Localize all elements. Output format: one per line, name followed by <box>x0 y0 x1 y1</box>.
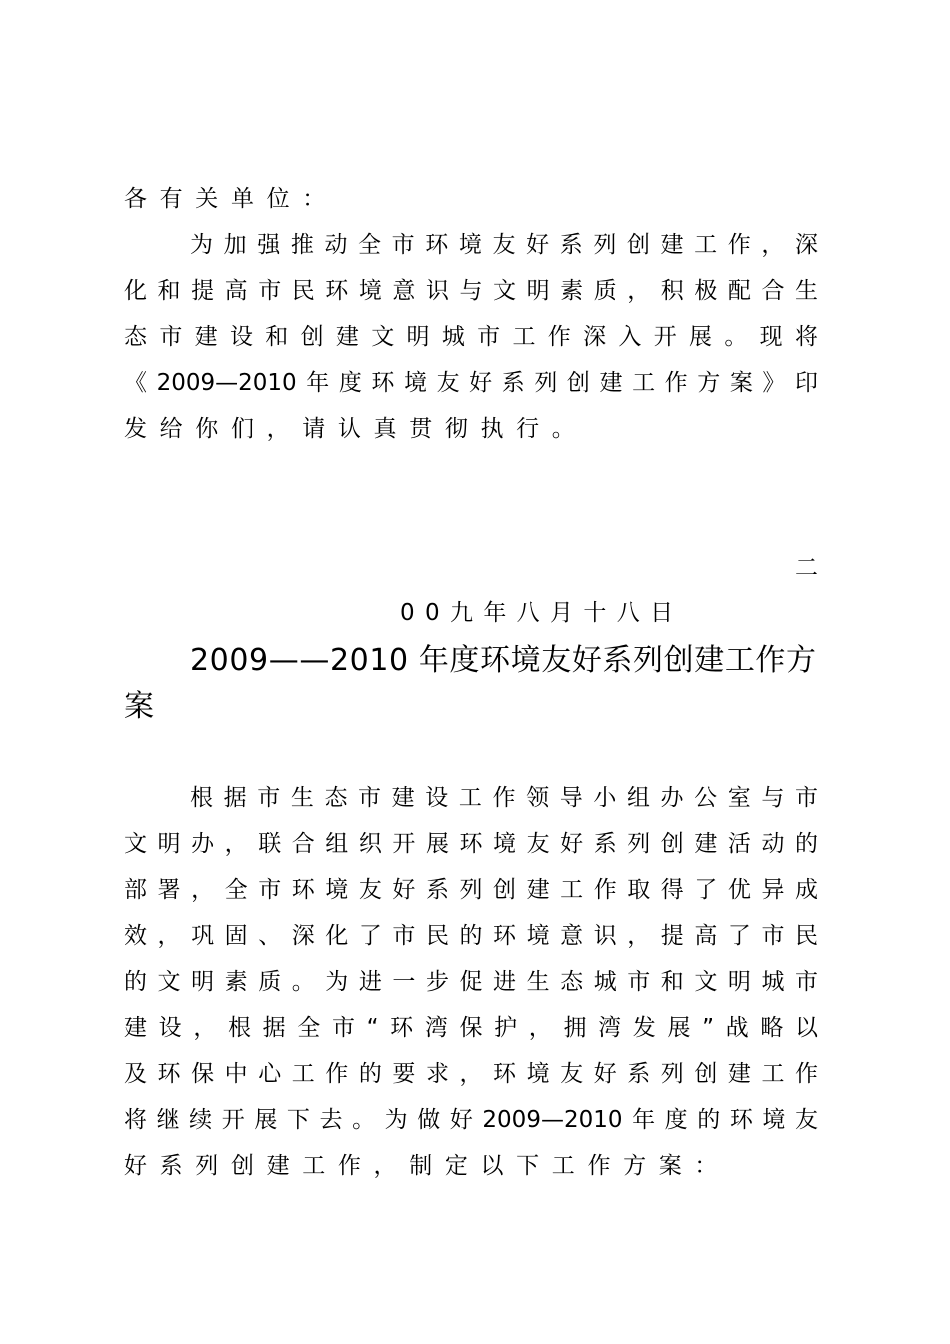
plan-body-line-8: 将继续开展下去。为做好2009—2010年度的环境友 <box>124 1107 818 1133</box>
plan-body-line-3: 部署，全市环境友好系列创建工作取得了优异成 <box>124 877 818 903</box>
plan-title-line-2: 案 <box>124 689 154 724</box>
date-line-2: 00九年八月十八日 <box>400 600 684 626</box>
plan-title-line-1: 2009——2010 年度环境友好系列创建工作方 <box>190 643 817 678</box>
notice-line-3: 态市建设和创建文明城市工作深入开展。现将 <box>124 324 818 350</box>
notice-line-1: 为加强推动全市环境友好系列创建工作，深 <box>190 232 818 258</box>
plan-body-line-2: 文明办，联合组织开展环境友好系列创建活动的 <box>124 831 818 857</box>
notice-line-2: 化和提高市民环境意识与文明素质，积极配合生 <box>124 278 818 304</box>
plan-body-line-1: 根据市生态市建设工作领导小组办公室与市 <box>190 785 818 811</box>
notice-line-4: 《2009—2010年度环境友好系列创建工作方案》印 <box>124 370 818 396</box>
salutation: 各有关单位： <box>124 186 338 212</box>
date-line-1: 二 <box>795 555 818 581</box>
notice-line-5: 发给你们，请认真贯彻执行。 <box>124 416 588 442</box>
plan-body-line-9: 好系列创建工作，制定以下工作方案： <box>124 1153 731 1179</box>
plan-body-line-5: 的文明素质。为进一步促进生态城市和文明城市 <box>124 969 818 995</box>
plan-body-line-4: 效，巩固、深化了市民的环境意识，提高了市民 <box>124 923 818 949</box>
plan-body-line-6: 建设，根据全市“环湾保护，拥湾发展”战略以 <box>124 1015 818 1041</box>
plan-body-line-7: 及环保中心工作的要求，环境友好系列创建工作 <box>124 1061 818 1087</box>
